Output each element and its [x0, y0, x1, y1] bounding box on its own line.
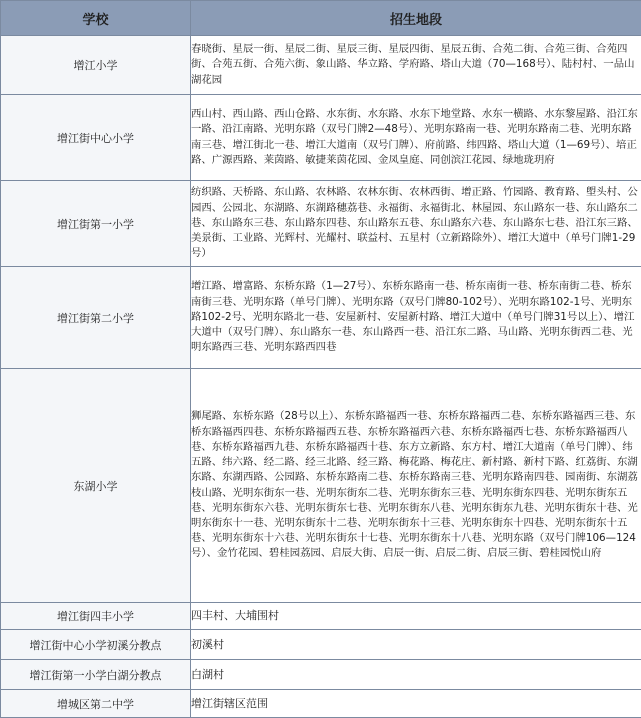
- table-row: [1, 660, 641, 690]
- table-row: [1, 181, 641, 267]
- enrollment-area: 西山村、西山路、西山仓路、水东街、水东路、水东下地堂路、水东一横路、水东黎屋路、沿江东一路、沿江南路、光明东路（双号门牌2—48号）、光明东路南一巷、光明东路南二巷、光明东路南三巷、增江街北一巷、增江大道南（双号门牌）、府前路、纬四路、塔山大道（1—69号）、培正路、广源西路、莱茵路、敏捷莱茵花园、金凤皇庭、同创滨江花园、绿地珑玥府: [191, 95, 641, 181]
- table-row: [1, 630, 641, 660]
- school-name: 增江街第一小学白湖分教点: [1, 660, 191, 690]
- table-row: [1, 267, 641, 369]
- school-name: 增江小学: [1, 36, 191, 95]
- school-name: 东湖小学: [1, 369, 191, 603]
- enrollment-area: 白湖村: [191, 660, 641, 690]
- table-row: [1, 603, 641, 630]
- school-name: 增江街第一小学: [1, 181, 191, 267]
- enrollment-area: 纺织路、天桥路、东山路、农林路、农林东街、农林西街、增正路、竹园路、教育路、塱头村、公园西、公园北、东湖路、东湖路穗荔巷、永福街、永福街北、林屋园、东山路东一巷、东山路东二巷、东山路东三巷、东山路东四巷、东山路东五巷、东山路东六巷、东山路东七巷、沿江东三路、美景街、工业路、光辉村、光耀村、联益村、五星村（立新路除外）、增江大道中（单号门牌1-29号）: [191, 181, 641, 267]
- table-row: [1, 690, 641, 718]
- enrollment-area: 春晓街、星辰一街、星辰二街、星辰三街、星辰四街、星辰五街、合苑二街、合苑三街、合苑四街、合苑五街、合苑六街、象山路、华立路、学府路、塔山大道（70—168号）、陆村村、一品山湖花园: [191, 36, 641, 95]
- school-name: 增江街四丰小学: [1, 603, 191, 630]
- school-name: 增江街中心小学: [1, 95, 191, 181]
- header-area: 招生地段: [191, 1, 641, 36]
- table-row: [1, 95, 641, 181]
- enrollment-area: 增江街辖区范围: [191, 690, 641, 718]
- table-header-row: [1, 1, 641, 36]
- enrollment-area: 初溪村: [191, 630, 641, 660]
- table-row: [1, 369, 641, 603]
- enrollment-area: 四丰村、大埔围村: [191, 603, 641, 630]
- enrollment-area: 增江路、增富路、东桥东路（1—27号）、东桥东路南一巷、桥东南街一巷、桥东南街二巷、桥东南街三巷、光明东路（单号门牌）、光明东路（双号门牌80-102号）、光明东路102-1号、光明东路102-2号、光明东路北一巷、安屋新村、安屋新村路、增江大道中（单号门牌31号以上）、增江大道中（双号门牌）、东山路东一巷、东山路西一巷、沿江东二路、马山路、光明东街西二巷、光明东路西三巷、光明东路西四巷: [191, 267, 641, 369]
- school-name: 增江街中心小学初溪分教点: [1, 630, 191, 660]
- school-name: 增江街第二小学: [1, 267, 191, 369]
- header-school: 学校: [1, 1, 191, 36]
- school-name: 增城区第二中学: [1, 690, 191, 718]
- enrollment-area: 狮尾路、东桥东路（28号以上）、东桥东路福西一巷、东桥东路福西二巷、东桥东路福西三巷、东桥东路福西四巷、东桥东路福西五巷、东桥东路福西六巷、东桥东路福西七巷、东桥东路福西八巷、东桥东路福西九巷、东桥东路福西十巷、东方立新路、东方村、增江大道南（单号门牌）、纬五路、纬六路、经二路、经三北路、经三路、梅花路、梅花庄、新村路、新村下路、红荔街、东湖东路、东湖西路、公园路、东桥东路南二巷、东桥东路南三巷、光明东路南四巷、园南街、东湖荔枝山路、光明东街东一巷、光明东街东二巷、光明东街东三巷、光明东街东四巷、光明东街东五巷、光明东街东六巷、光明东街东七巷、光明东街东八巷、光明东街东九巷、光明东街东十巷、光明东街东十一巷、光明东街东十二巷、光明东街东十三巷、光明东街东十四巷、光明东街东十五巷、光明东街东十六巷、光明东街东十七巷、光明东街东十八巷、光明东路（双号门牌106—124号）、金竹花园、碧桂园荔园、启辰大街、启辰一街、启辰二街、启辰三街、碧桂园悦山府: [191, 369, 641, 603]
- table-row: [1, 36, 641, 95]
